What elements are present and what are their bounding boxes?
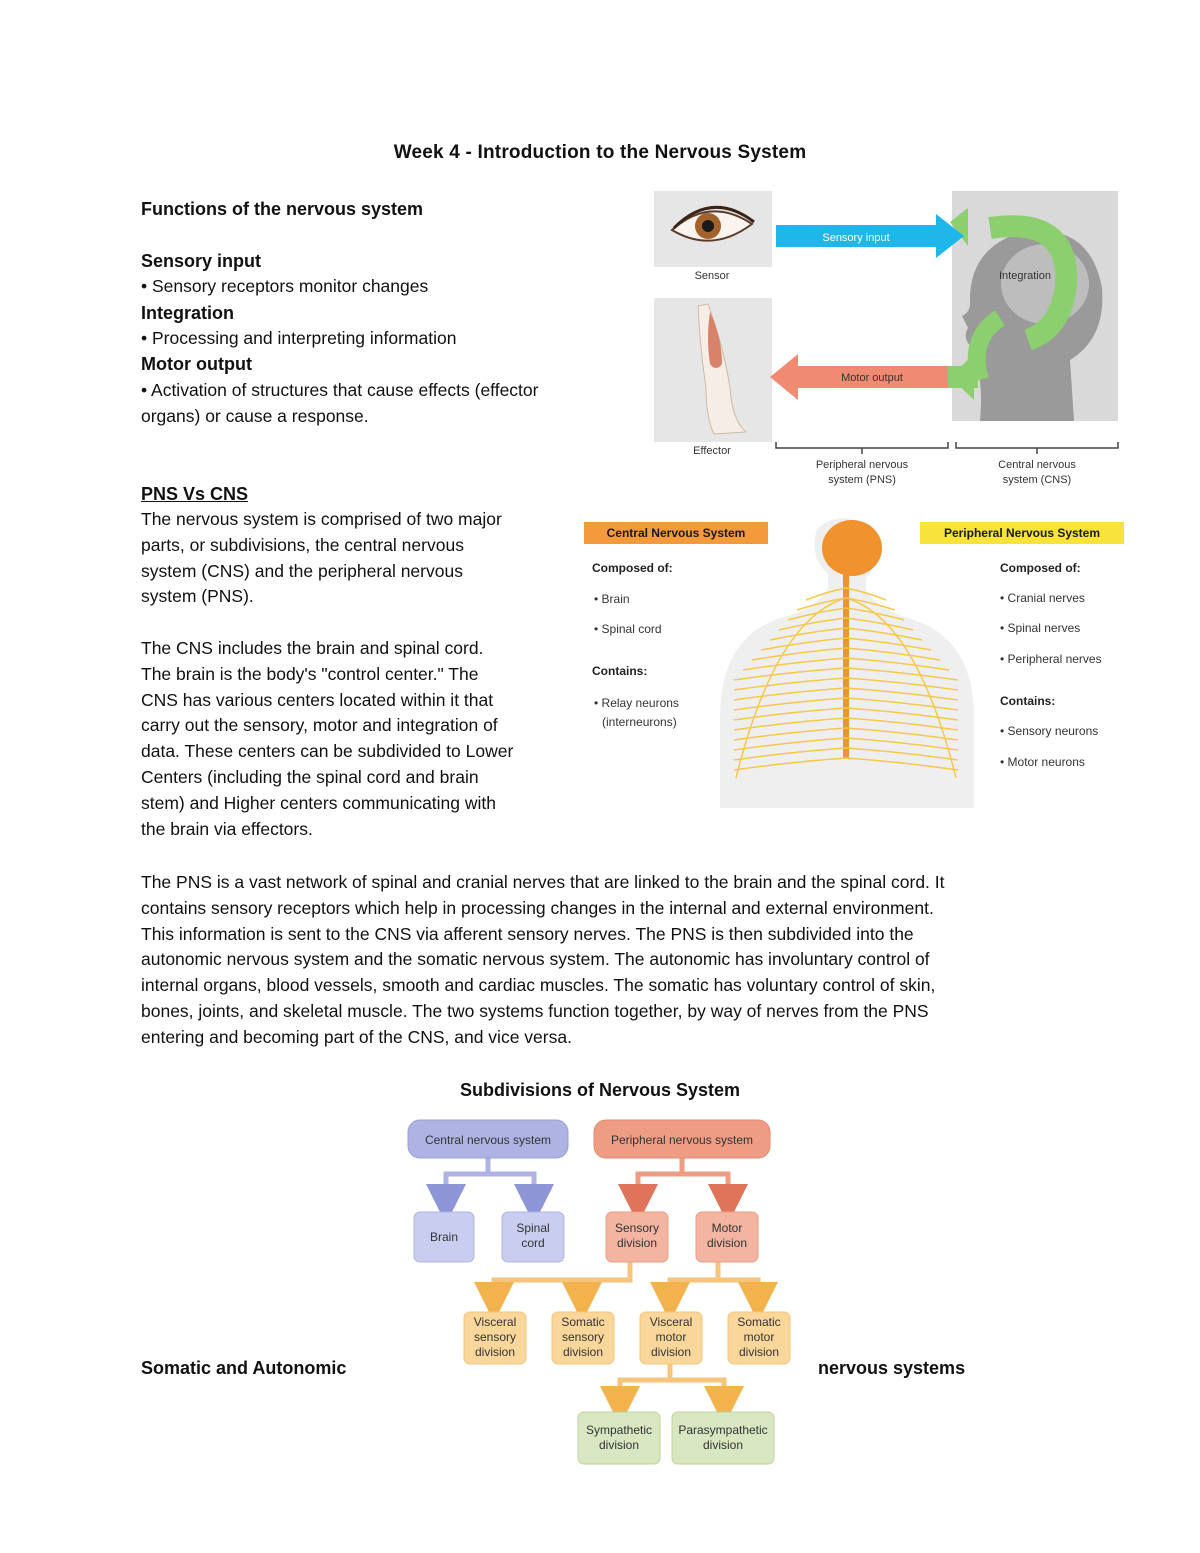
cns-connectors bbox=[446, 1158, 534, 1204]
pns-contains-label: Contains: bbox=[1000, 694, 1056, 708]
somatic-heading-left: Somatic and Autonomic bbox=[141, 1358, 347, 1378]
pns-item-spinal: • Spinal nerves bbox=[1000, 621, 1081, 635]
para-2-line: The CNS includes the brain and spinal cord. bbox=[141, 638, 484, 658]
ss-1: Somatic bbox=[561, 1315, 605, 1329]
vm-2: motor bbox=[655, 1330, 687, 1344]
sensory-text: • Sensory receptors monitor changes bbox=[141, 276, 429, 296]
page-title: Week 4 - Introduction to the Nervous System bbox=[393, 142, 807, 163]
subdivisions-flowchart bbox=[402, 1116, 802, 1470]
vs-1: Visceral bbox=[473, 1315, 517, 1329]
para-2-line: data. These centers can be subdivided to Lower bbox=[141, 741, 514, 762]
para-3-line: internal organs, blood vessels, smooth and cardiac muscles. The somatic has voluntary control of skin, bbox=[141, 975, 936, 996]
sensor-image bbox=[654, 191, 772, 267]
integration-heading: Integration bbox=[141, 303, 234, 323]
division-connectors bbox=[494, 1262, 758, 1406]
para-3-line: This information is sent to the CNS via afferent sensory nerves. The PNS is then subdivided into the bbox=[141, 923, 914, 944]
para-2-label: division bbox=[702, 1438, 744, 1452]
para-2-line: CNS has various centers located within it that bbox=[141, 689, 494, 710]
cns-brace bbox=[956, 442, 1118, 454]
vs-2: sensory bbox=[473, 1330, 517, 1344]
para-3 bbox=[141, 870, 1081, 1051]
cns-pns-body-figure bbox=[584, 518, 1126, 810]
pns-item-peripheral: • Peripheral nerves bbox=[1000, 652, 1102, 666]
subdivisions-heading: Subdivisions of Nervous System bbox=[459, 1080, 741, 1100]
pns-label-1: Peripheral nervous bbox=[815, 459, 909, 471]
cns-label-1: Central nervous bbox=[998, 459, 1076, 471]
brain-shape bbox=[822, 520, 882, 576]
symp-2: division bbox=[598, 1438, 640, 1452]
cns-contains-label: Contains: bbox=[592, 664, 648, 678]
cns-label-2: system (CNS) bbox=[1002, 474, 1072, 486]
sensory-div-2: division bbox=[616, 1236, 658, 1250]
sensory-input-label: Sensory input bbox=[822, 232, 890, 244]
para-1-line: system (PNS). bbox=[141, 586, 254, 607]
sensory-heading: Sensory input bbox=[141, 251, 262, 271]
para-2 bbox=[141, 636, 581, 842]
para-2-line: carry out the sensory, motor and integration of bbox=[141, 715, 498, 736]
pns-composed-label: Composed of: bbox=[1000, 561, 1081, 575]
somatic-heading-right: nervous systems bbox=[818, 1358, 966, 1378]
effector-image bbox=[654, 298, 772, 442]
para-2-line: the brain via effectors. bbox=[141, 818, 313, 839]
pns-title: Peripheral Nervous System bbox=[943, 526, 1101, 540]
body-image bbox=[720, 518, 974, 808]
para-3-line: autonomic nervous system and the somatic nervous system. The autonomic has involuntary control of bbox=[141, 949, 930, 970]
vs-3: division bbox=[474, 1345, 516, 1359]
para-3-line: contains sensory receptors which help in processing changes in the internal and external environment. bbox=[141, 897, 934, 918]
integration-text: • Processing and interpreting information bbox=[141, 328, 457, 348]
motor-text-2: organs) or cause a response. bbox=[141, 406, 369, 426]
brain-box-label: Brain bbox=[429, 1230, 459, 1244]
pns-connectors bbox=[638, 1158, 728, 1204]
symp-1: Sympathetic bbox=[585, 1423, 653, 1437]
nervous-system-function-figure bbox=[650, 188, 1122, 490]
ss-2: sensory bbox=[561, 1330, 605, 1344]
spinal-label-1: Spinal bbox=[516, 1221, 550, 1235]
vm-1: Visceral bbox=[649, 1315, 693, 1329]
para-3-line: The PNS is a vast network of spinal and cranial nerves that are linked to the brain and the spinal cord. It bbox=[141, 872, 945, 892]
motor-text-1: • Activation of structures that cause effects (effector bbox=[141, 380, 539, 400]
para-1-line: system (CNS) and the peripheral nervous bbox=[141, 560, 463, 581]
pns-label-2: system (PNS) bbox=[828, 474, 896, 486]
sensor-label: Sensor bbox=[694, 270, 730, 282]
ss-3: division bbox=[562, 1345, 604, 1359]
para-2-line: stem) and Higher centers communicating with bbox=[141, 792, 497, 813]
pns-item-cranial: • Cranial nerves bbox=[1000, 591, 1085, 605]
sensory-div-1: Sensory bbox=[614, 1221, 660, 1235]
pns-contains-sensory: • Sensory neurons bbox=[1000, 724, 1099, 738]
pns-box-label: Peripheral nervous system bbox=[610, 1133, 754, 1147]
cns-contains-line-1: • Relay neurons bbox=[594, 696, 679, 710]
motor-div-2: division bbox=[706, 1236, 748, 1250]
pns-cns-heading: PNS Vs CNS bbox=[141, 484, 249, 504]
motor-div-1: Motor bbox=[711, 1221, 743, 1235]
para-1-line: The nervous system is comprised of two major bbox=[141, 509, 502, 529]
pns-contains-motor: • Motor neurons bbox=[1000, 755, 1085, 769]
integration-label: Integration bbox=[999, 270, 1051, 282]
sm-1: Somatic bbox=[737, 1315, 781, 1329]
functions-heading: Functions of the nervous system bbox=[141, 199, 424, 219]
para-3-line: bones, joints, and skeletal muscle. The two systems function together, by way of nerves from the PNS bbox=[141, 1000, 929, 1021]
vm-3: division bbox=[650, 1345, 692, 1359]
para-1 bbox=[141, 507, 581, 610]
para-1-line: parts, or subdivisions, the central nervous bbox=[141, 534, 464, 555]
cns-composed-label: Composed of: bbox=[592, 561, 673, 575]
spinal-label-2: cord bbox=[521, 1236, 545, 1250]
cns-title: Central Nervous System bbox=[606, 526, 746, 540]
sm-2: motor bbox=[743, 1330, 775, 1344]
sm-3: division bbox=[738, 1345, 780, 1359]
motor-heading: Motor output bbox=[141, 354, 252, 374]
cns-item-brain: • Brain bbox=[594, 592, 630, 606]
para-2-line: The brain is the body's "control center." The bbox=[141, 663, 479, 684]
cns-box-label: Central nervous system bbox=[424, 1133, 552, 1147]
pns-brace bbox=[776, 442, 948, 454]
para-2-line: Centers (including the spinal cord and brain bbox=[141, 766, 479, 787]
cns-contains-line-2: (interneurons) bbox=[602, 715, 677, 729]
effector-label: Effector bbox=[693, 445, 731, 457]
cns-item-spinal: • Spinal cord bbox=[594, 622, 662, 636]
motor-output-label: Motor output bbox=[841, 372, 903, 384]
para-1-label: Parasympathetic bbox=[678, 1423, 768, 1437]
para-3-line: entering and becoming part of the CNS, and vice versa. bbox=[141, 1026, 572, 1047]
